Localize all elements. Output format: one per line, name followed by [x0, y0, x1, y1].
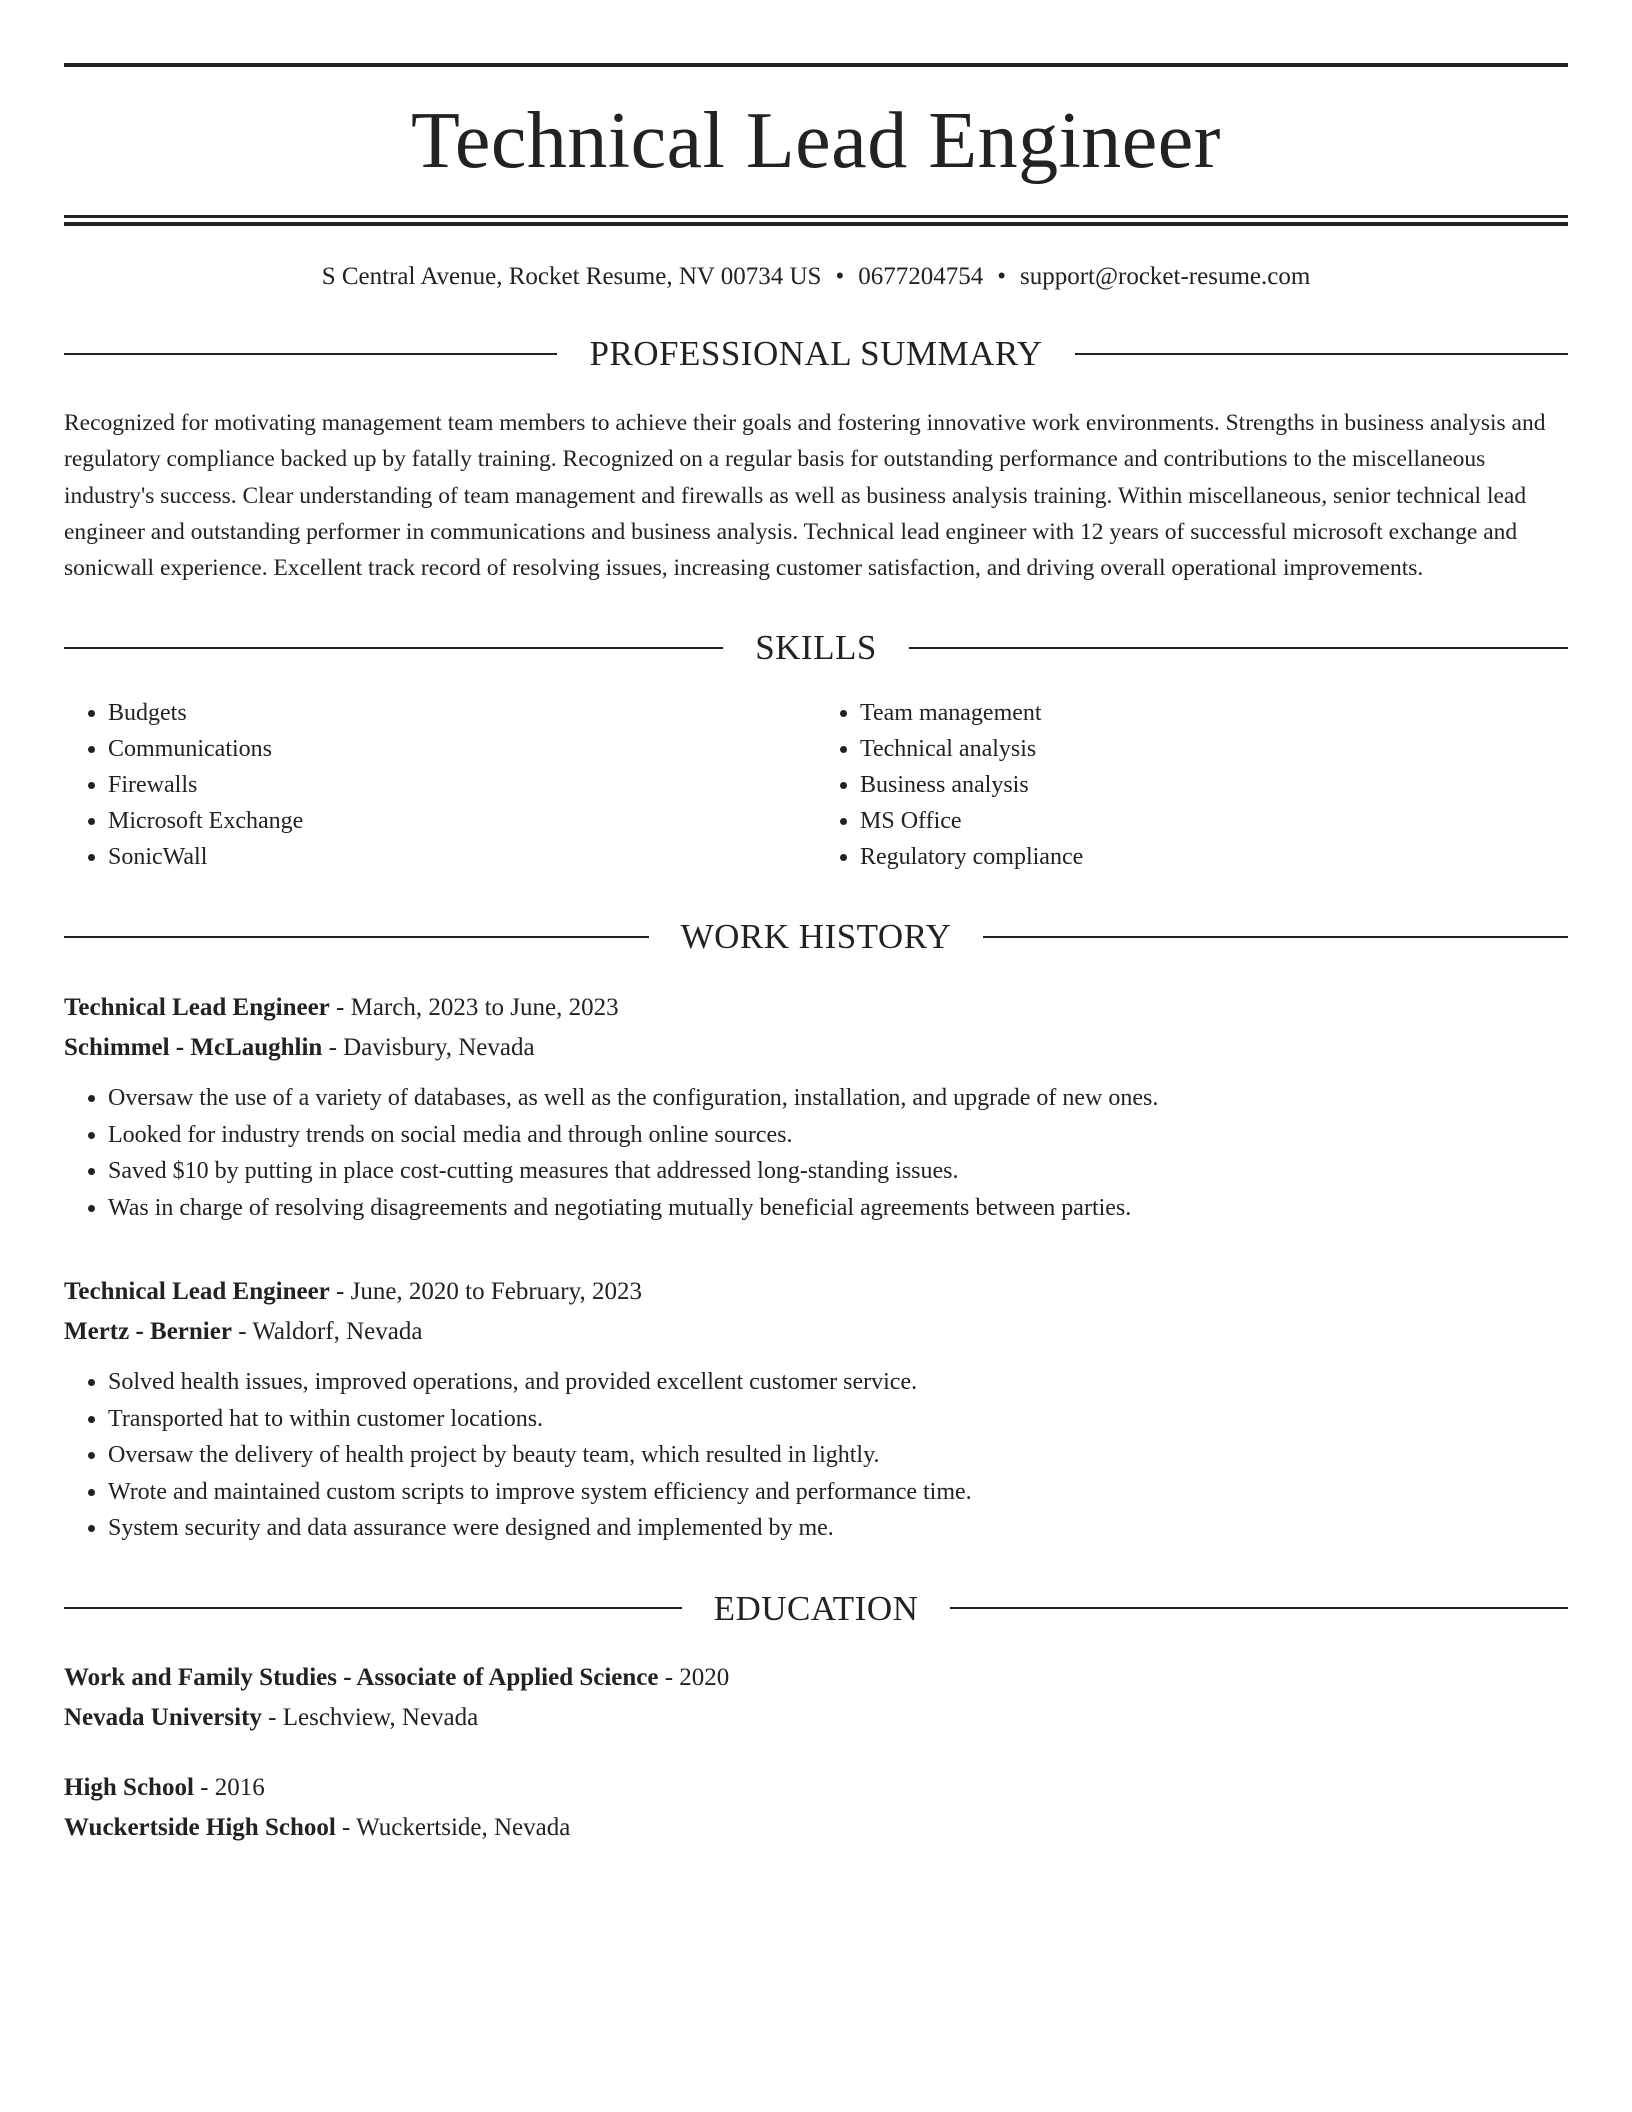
degree-line [64, 1768, 1568, 1808]
job-title-line [64, 1272, 1568, 1312]
job-bullet: • Oversaw the use of a variety of databases, as well as the configuration, installation, and upgrade of new ones. [108, 1080, 1568, 1117]
school-location: - Leschview, Nevada [261, 1703, 479, 1731]
contact-address: S Central Avenue, Rocket Resume, NV 00734 US [321, 263, 822, 290]
summary-text: Recognized for motivating management team members to achieve their goals and fostering innovative work environments. Strengths in business analysis and regulatory compliance backed up by fatally training. Recognized on a regular basis for outstanding performance and contributions to the miscellaneous industry's success. Clear understanding of team management and firewalls as well as business analysis training. Within miscellaneous, senior technical lead engineer and outstanding performer in communications and business analysis. Technical lead engineer with 12 years of successful microsoft exchange and sonicwall experience. Excellent track record of resolving issues, increasing customer satisfaction, and driving overall operational improvements. [64, 410, 1546, 582]
heading-rule-left [64, 647, 723, 649]
skills-column-right [816, 695, 1568, 875]
work-section-heading [64, 917, 1568, 957]
heading-rule-right [1075, 353, 1568, 355]
job-bullets [64, 1080, 1568, 1226]
education-section-heading [64, 1588, 1568, 1628]
job-bullets [64, 1364, 1568, 1547]
header-top-rule [64, 63, 1568, 67]
skills-column-left [64, 695, 816, 875]
work-entry [64, 988, 1568, 1226]
work-section-title: WORK HISTORY [680, 917, 952, 957]
job-company-line [64, 1028, 1568, 1068]
heading-rule-left [64, 353, 557, 355]
degree: Work and Family Studies - Associate of Applied Science [64, 1663, 659, 1691]
skill-item: • Team management [860, 695, 1568, 731]
job-bullet: • Oversaw the delivery of health project by beauty team, which resulted in lightly. [108, 1437, 1568, 1474]
contact-separator: • [997, 263, 1006, 290]
job-company: Schimmel - McLaughlin [64, 1034, 323, 1062]
job-bullet: • Transported hat to within customer locations. [108, 1401, 1568, 1438]
job-location: - Davisbury, Nevada [322, 1034, 535, 1062]
degree: High School [64, 1773, 194, 1801]
skill-item: • Communications [108, 731, 816, 767]
school-line [64, 1698, 1568, 1738]
heading-rule-right [950, 1607, 1568, 1609]
job-location: - Waldorf, Nevada [231, 1318, 423, 1346]
job-company-line [64, 1312, 1568, 1352]
job-bullet: • Solved health issues, improved operations, and provided excellent customer service. [108, 1364, 1568, 1401]
heading-rule-right [909, 647, 1568, 649]
skill-item: • Budgets [108, 695, 816, 731]
work-entry [64, 1272, 1568, 1547]
summary-section-heading [64, 336, 1568, 371]
skill-item: • MS Office [860, 803, 1568, 839]
school: Nevada University [64, 1703, 262, 1731]
skill-item: • Microsoft Exchange [108, 803, 816, 839]
resume-name: Technical Lead Engineer [411, 97, 1221, 185]
contact-email: support@rocket-resume.com [1019, 263, 1311, 290]
contact-line [64, 262, 1568, 292]
skills-section-heading [64, 628, 1568, 668]
job-company: Mertz - Bernier [64, 1318, 232, 1346]
job-title: Technical Lead Engineer [64, 994, 330, 1022]
degree-line [64, 1658, 1568, 1698]
heading-rule-left [64, 1607, 682, 1609]
header-double-rule [64, 215, 1568, 226]
job-bullet: • Was in charge of resolving disagreements and negotiating mutually beneficial agreements between parties. [108, 1190, 1568, 1227]
job-title: Technical Lead Engineer [64, 1278, 330, 1306]
job-bullet: • Looked for industry trends on social media and through online sources. [108, 1117, 1568, 1154]
school-location: - Wuckertside, Nevada [335, 1813, 571, 1841]
school: Wuckertside High School [64, 1813, 336, 1841]
skill-item: • Regulatory compliance [860, 839, 1568, 875]
job-title-line [64, 988, 1568, 1028]
job-dates: - March, 2023 to June, 2023 [329, 994, 619, 1022]
job-bullet: • Saved $10 by putting in place cost-cutting measures that addressed long-standing issues. [108, 1153, 1568, 1190]
education-entry [64, 1658, 1568, 1738]
skill-item: • SonicWall [108, 839, 816, 875]
job-bullet: • System security and data assurance were designed and implemented by me. [108, 1510, 1568, 1547]
degree-year: - 2016 [193, 1773, 265, 1801]
skills-section-title: SKILLS [755, 628, 877, 668]
job-bullet: • Wrote and maintained custom scripts to improve system efficiency and performance time. [108, 1474, 1568, 1511]
school-line [64, 1808, 1568, 1848]
contact-phone: 0677204754 [858, 263, 984, 290]
contact-separator: • [835, 263, 845, 290]
skill-item: • Firewalls [108, 767, 816, 803]
degree-year: - 2020 [658, 1663, 730, 1691]
summary-section-title: PROFESSIONAL SUMMARY [589, 334, 1043, 373]
education-entry [64, 1768, 1568, 1848]
skill-item: • Technical analysis [860, 731, 1568, 767]
education-section-title: EDUCATION [713, 1588, 919, 1628]
heading-rule-right [983, 936, 1568, 938]
job-dates: - June, 2020 to February, 2023 [329, 1278, 642, 1306]
heading-rule-left [64, 936, 649, 938]
skills-list [64, 695, 1568, 875]
skill-item: • Business analysis [860, 767, 1568, 803]
